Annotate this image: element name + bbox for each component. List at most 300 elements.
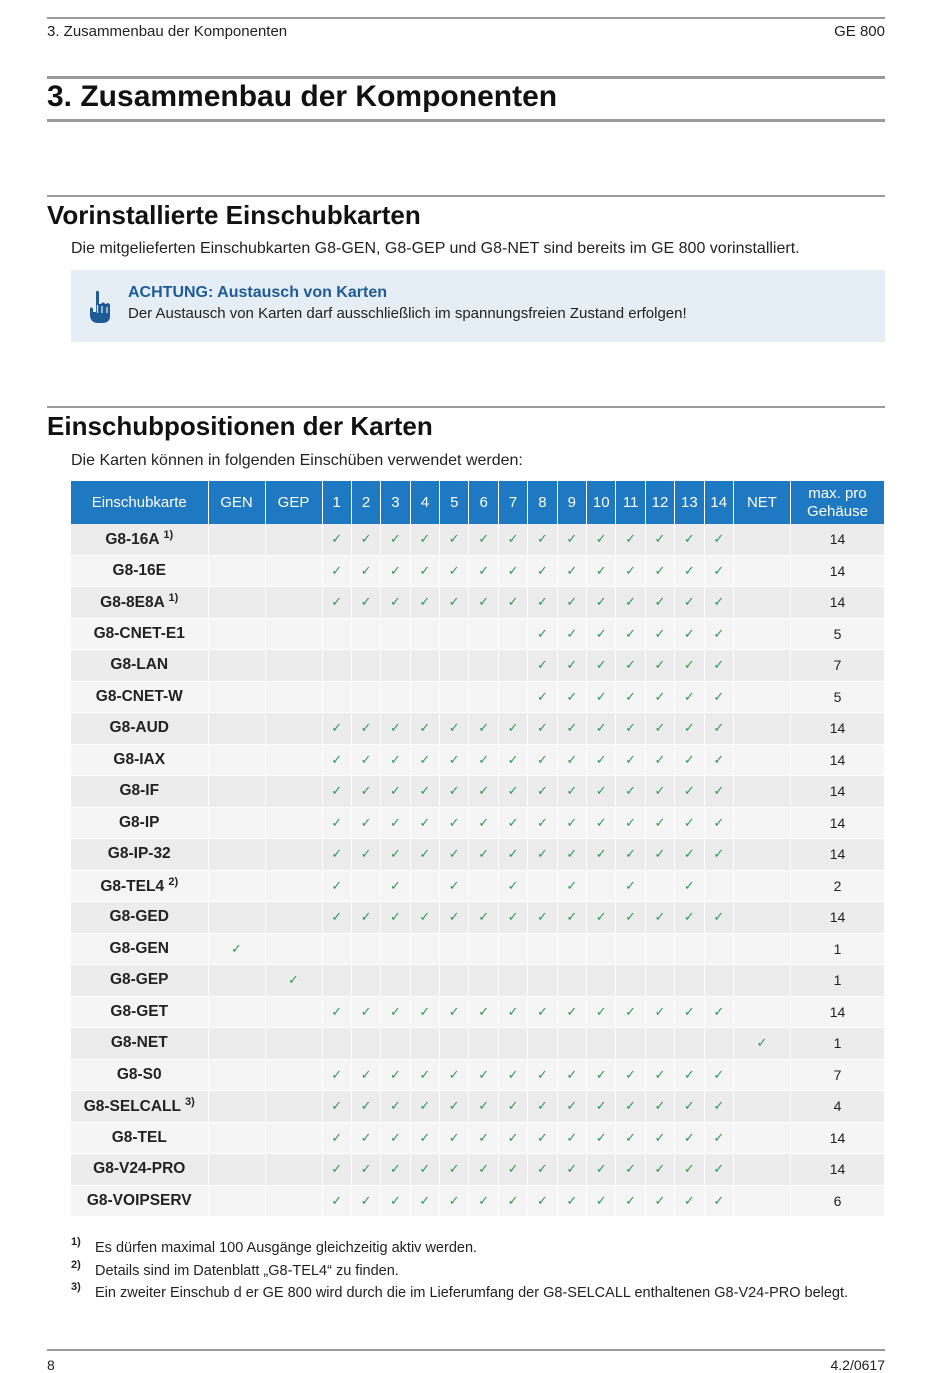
- empty-cell: [410, 1028, 439, 1060]
- check-mark-icon: ✓: [381, 870, 410, 902]
- max-per-housing: 1: [790, 933, 884, 965]
- column-header: 13: [675, 481, 704, 524]
- check-mark-icon: ✓: [675, 902, 704, 934]
- check-mark-icon: ✓: [351, 744, 380, 776]
- check-mark-icon: ✓: [616, 996, 645, 1028]
- check-mark-icon: ✓: [587, 996, 616, 1028]
- card-name: [71, 555, 208, 587]
- column-header: 3: [381, 481, 410, 524]
- column-header: 7: [498, 481, 527, 524]
- empty-cell: [351, 870, 380, 902]
- check-mark-icon: ✓: [410, 839, 439, 871]
- empty-cell: [351, 1028, 380, 1060]
- card-name: [71, 870, 208, 902]
- empty-cell: [557, 1028, 586, 1060]
- check-mark-icon: ✓: [322, 807, 351, 839]
- bottom-rule: [47, 1349, 885, 1351]
- empty-cell: [265, 681, 322, 713]
- empty-cell: [265, 1028, 322, 1060]
- check-mark-icon: ✓: [675, 776, 704, 808]
- check-mark-icon: ✓: [528, 1122, 557, 1154]
- check-mark-icon: ✓: [322, 713, 351, 745]
- check-mark-icon: ✓: [557, 1059, 586, 1091]
- footnote-mark: 1): [71, 1236, 81, 1248]
- table-row: [71, 524, 885, 555]
- card-name: [71, 650, 208, 682]
- check-mark-icon: ✓: [351, 776, 380, 808]
- empty-cell: [733, 933, 790, 965]
- card-name-text: G8-IF: [119, 782, 160, 800]
- check-mark-icon: ✓: [381, 524, 410, 555]
- card-name-text: G8-V24-PRO: [93, 1160, 186, 1178]
- empty-cell: [440, 933, 469, 965]
- column-header: 4: [410, 481, 439, 524]
- table-row: [71, 870, 885, 902]
- empty-cell: [208, 870, 265, 902]
- check-mark-icon: ✓: [587, 1154, 616, 1186]
- column-header: 5: [440, 481, 469, 524]
- max-per-housing: 14: [790, 555, 884, 587]
- check-mark-icon: ✓: [498, 996, 527, 1028]
- card-name: [71, 1122, 208, 1154]
- check-mark-icon: ✓: [616, 650, 645, 682]
- check-mark-icon: ✓: [616, 681, 645, 713]
- check-mark-icon: ✓: [675, 1185, 704, 1217]
- empty-cell: [322, 650, 351, 682]
- check-mark-icon: ✓: [616, 1185, 645, 1217]
- card-name: [71, 776, 208, 808]
- check-mark-icon: ✓: [469, 902, 498, 934]
- empty-cell: [469, 870, 498, 902]
- max-per-housing: 4: [790, 1091, 884, 1123]
- footnote-reference: 3): [185, 1096, 195, 1109]
- empty-cell: [265, 555, 322, 587]
- column-header: 2: [351, 481, 380, 524]
- check-mark-icon: ✓: [616, 870, 645, 902]
- check-mark-icon: ✓: [351, 1091, 380, 1123]
- check-mark-icon: ✓: [351, 996, 380, 1028]
- page-number: 8: [47, 1357, 55, 1373]
- table-row: [71, 965, 885, 997]
- footnote-reference: 1): [163, 529, 174, 542]
- check-mark-icon: ✓: [616, 902, 645, 934]
- empty-cell: [675, 965, 704, 997]
- empty-cell: [469, 618, 498, 650]
- check-mark-icon: ✓: [645, 776, 674, 808]
- empty-cell: [208, 902, 265, 934]
- check-mark-icon: ✓: [645, 902, 674, 934]
- check-mark-icon: ✓: [616, 807, 645, 839]
- column-header: 10: [587, 481, 616, 524]
- max-per-housing: 1: [790, 965, 884, 997]
- empty-cell: [733, 555, 790, 587]
- table-row: [71, 902, 885, 934]
- max-per-housing: 1: [790, 1028, 884, 1060]
- check-mark-icon: ✓: [557, 1091, 586, 1123]
- empty-cell: [265, 744, 322, 776]
- check-mark-icon: ✓: [704, 839, 733, 871]
- column-header: GEP: [265, 481, 322, 524]
- card-name: [71, 587, 208, 619]
- footnote-mark: 3): [71, 1281, 81, 1293]
- check-mark-icon: ✓: [675, 555, 704, 587]
- column-header: max. pro Gehäuse: [790, 481, 884, 524]
- check-mark-icon: ✓: [645, 1122, 674, 1154]
- card-name-text: G8-TEL4: [100, 877, 165, 895]
- check-mark-icon: ✓: [381, 587, 410, 619]
- card-name-text: G8-LAN: [110, 656, 169, 674]
- empty-cell: [469, 965, 498, 997]
- empty-cell: [498, 965, 527, 997]
- check-mark-icon: ✓: [704, 996, 733, 1028]
- empty-cell: [498, 618, 527, 650]
- check-mark-icon: ✓: [645, 807, 674, 839]
- max-per-housing: 7: [790, 1059, 884, 1091]
- empty-cell: [208, 524, 265, 555]
- check-mark-icon: ✓: [528, 587, 557, 619]
- check-mark-icon: ✓: [528, 1059, 557, 1091]
- empty-cell: [733, 776, 790, 808]
- empty-cell: [208, 1059, 265, 1091]
- running-header-product: GE 800: [834, 23, 885, 40]
- check-mark-icon: ✓: [557, 996, 586, 1028]
- check-mark-icon: ✓: [469, 1154, 498, 1186]
- card-name-text: G8-GEN: [109, 939, 169, 957]
- empty-cell: [675, 933, 704, 965]
- check-mark-icon: ✓: [440, 1154, 469, 1186]
- check-mark-icon: ✓: [351, 524, 380, 555]
- check-mark-icon: ✓: [381, 1154, 410, 1186]
- table-row: [71, 1059, 885, 1091]
- check-mark-icon: ✓: [351, 1122, 380, 1154]
- empty-cell: [265, 902, 322, 934]
- check-mark-icon: ✓: [440, 996, 469, 1028]
- card-name-text: G8-IAX: [113, 750, 166, 768]
- check-mark-icon: ✓: [557, 1185, 586, 1217]
- check-mark-icon: ✓: [528, 650, 557, 682]
- footnote-text: Es dürfen maximal 100 Ausgänge gleichzeitig aktiv werden.: [95, 1240, 478, 1256]
- empty-cell: [322, 933, 351, 965]
- check-mark-icon: ✓: [469, 587, 498, 619]
- check-mark-icon: ✓: [440, 1185, 469, 1217]
- check-mark-icon: ✓: [440, 587, 469, 619]
- empty-cell: [265, 870, 322, 902]
- empty-cell: [208, 1122, 265, 1154]
- max-per-housing: 14: [790, 839, 884, 871]
- check-mark-icon: ✓: [528, 618, 557, 650]
- check-mark-icon: ✓: [410, 1091, 439, 1123]
- card-name-text: G8-GED: [109, 908, 169, 926]
- check-mark-icon: ✓: [528, 1154, 557, 1186]
- check-mark-icon: ✓: [410, 1059, 439, 1091]
- check-mark-icon: ✓: [557, 1122, 586, 1154]
- empty-cell: [265, 1059, 322, 1091]
- document-version: 4.2/0617: [830, 1357, 885, 1373]
- empty-cell: [208, 965, 265, 997]
- empty-cell: [265, 524, 322, 555]
- card-name-text: G8-AUD: [109, 719, 169, 737]
- check-mark-icon: ✓: [645, 555, 674, 587]
- pointing-hand-icon: [87, 290, 113, 324]
- check-mark-icon: ✓: [587, 744, 616, 776]
- check-mark-icon: ✓: [498, 1185, 527, 1217]
- empty-cell: [208, 996, 265, 1028]
- empty-cell: [733, 996, 790, 1028]
- check-mark-icon: ✓: [410, 1185, 439, 1217]
- table-row: [71, 1028, 885, 1060]
- card-name-text: G8-GET: [110, 1002, 169, 1020]
- check-mark-icon: ✓: [381, 1122, 410, 1154]
- check-mark-icon: ✓: [208, 933, 265, 965]
- check-mark-icon: ✓: [528, 1091, 557, 1123]
- check-mark-icon: ✓: [410, 996, 439, 1028]
- empty-cell: [351, 681, 380, 713]
- card-name: [71, 933, 208, 965]
- check-mark-icon: ✓: [410, 1122, 439, 1154]
- check-mark-icon: ✓: [616, 713, 645, 745]
- check-mark-icon: ✓: [410, 744, 439, 776]
- card-name: [71, 807, 208, 839]
- check-mark-icon: ✓: [587, 839, 616, 871]
- empty-cell: [675, 1028, 704, 1060]
- check-mark-icon: ✓: [528, 902, 557, 934]
- max-per-housing: 14: [790, 776, 884, 808]
- check-mark-icon: ✓: [440, 524, 469, 555]
- empty-cell: [410, 650, 439, 682]
- check-mark-icon: ✓: [704, 1091, 733, 1123]
- empty-cell: [322, 618, 351, 650]
- empty-cell: [208, 618, 265, 650]
- check-mark-icon: ✓: [704, 618, 733, 650]
- check-mark-icon: ✓: [733, 1028, 790, 1060]
- check-mark-icon: ✓: [498, 744, 527, 776]
- table-row: [71, 555, 885, 587]
- check-mark-icon: ✓: [381, 1091, 410, 1123]
- check-mark-icon: ✓: [587, 587, 616, 619]
- check-mark-icon: ✓: [587, 807, 616, 839]
- footnote-reference: 1): [168, 592, 179, 605]
- column-header: GEN: [208, 481, 265, 524]
- check-mark-icon: ✓: [645, 524, 674, 555]
- footnote-text: Ein zweiter Einschub d er GE 800 wird durch die im Lieferumfang der G8-SELCALL enthaltenen G8-V24-PRO belegt.: [95, 1285, 849, 1301]
- check-mark-icon: ✓: [675, 524, 704, 555]
- empty-cell: [733, 839, 790, 871]
- check-mark-icon: ✓: [498, 870, 527, 902]
- check-mark-icon: ✓: [645, 744, 674, 776]
- check-mark-icon: ✓: [616, 618, 645, 650]
- card-name: [71, 618, 208, 650]
- empty-cell: [440, 618, 469, 650]
- empty-cell: [733, 650, 790, 682]
- check-mark-icon: ✓: [351, 902, 380, 934]
- check-mark-icon: ✓: [440, 1122, 469, 1154]
- check-mark-icon: ✓: [498, 1122, 527, 1154]
- card-name-text: G8-SELCALL: [83, 1098, 181, 1116]
- check-mark-icon: ✓: [440, 807, 469, 839]
- check-mark-icon: ✓: [440, 1091, 469, 1123]
- card-name: [71, 1028, 208, 1060]
- empty-cell: [265, 1185, 322, 1217]
- check-mark-icon: ✓: [498, 1154, 527, 1186]
- empty-cell: [410, 933, 439, 965]
- check-mark-icon: ✓: [410, 524, 439, 555]
- check-mark-icon: ✓: [410, 587, 439, 619]
- check-mark-icon: ✓: [645, 1154, 674, 1186]
- check-mark-icon: ✓: [616, 555, 645, 587]
- check-mark-icon: ✓: [322, 1059, 351, 1091]
- max-per-housing: 14: [790, 744, 884, 776]
- card-name: [71, 524, 208, 555]
- empty-cell: [616, 965, 645, 997]
- empty-cell: [616, 1028, 645, 1060]
- empty-cell: [733, 713, 790, 745]
- max-per-housing: 14: [790, 1122, 884, 1154]
- section2-title: Einschubpositionen der Karten: [47, 411, 433, 441]
- check-mark-icon: ✓: [645, 587, 674, 619]
- empty-cell: [265, 996, 322, 1028]
- empty-cell: [265, 807, 322, 839]
- check-mark-icon: ✓: [351, 555, 380, 587]
- check-mark-icon: ✓: [616, 776, 645, 808]
- check-mark-icon: ✓: [675, 587, 704, 619]
- check-mark-icon: ✓: [498, 587, 527, 619]
- empty-cell: [528, 933, 557, 965]
- check-mark-icon: ✓: [410, 902, 439, 934]
- empty-cell: [645, 965, 674, 997]
- check-mark-icon: ✓: [351, 713, 380, 745]
- empty-cell: [733, 1185, 790, 1217]
- check-mark-icon: ✓: [616, 524, 645, 555]
- empty-cell: [351, 965, 380, 997]
- empty-cell: [410, 618, 439, 650]
- check-mark-icon: ✓: [469, 1185, 498, 1217]
- empty-cell: [498, 933, 527, 965]
- check-mark-icon: ✓: [587, 650, 616, 682]
- check-mark-icon: ✓: [704, 1154, 733, 1186]
- card-name-text: G8-S0: [116, 1065, 162, 1083]
- check-mark-icon: ✓: [498, 713, 527, 745]
- check-mark-icon: ✓: [381, 1185, 410, 1217]
- empty-cell: [704, 1028, 733, 1060]
- card-name: [71, 1059, 208, 1091]
- column-header: 12: [645, 481, 674, 524]
- check-mark-icon: ✓: [675, 1154, 704, 1186]
- check-mark-icon: ✓: [557, 776, 586, 808]
- empty-cell: [645, 1028, 674, 1060]
- table-row: [71, 996, 885, 1028]
- table-body: [71, 524, 885, 1217]
- check-mark-icon: ✓: [498, 1059, 527, 1091]
- check-mark-icon: ✓: [469, 524, 498, 555]
- empty-cell: [498, 681, 527, 713]
- check-mark-icon: ✓: [322, 996, 351, 1028]
- empty-cell: [733, 965, 790, 997]
- check-mark-icon: ✓: [410, 555, 439, 587]
- check-mark-icon: ✓: [322, 744, 351, 776]
- check-mark-icon: ✓: [704, 902, 733, 934]
- empty-cell: [322, 1028, 351, 1060]
- check-mark-icon: ✓: [381, 713, 410, 745]
- max-per-housing: 7: [790, 650, 884, 682]
- empty-cell: [208, 713, 265, 745]
- empty-cell: [733, 587, 790, 619]
- column-header: NET: [733, 481, 790, 524]
- check-mark-icon: ✓: [498, 1091, 527, 1123]
- check-mark-icon: ✓: [440, 839, 469, 871]
- check-mark-icon: ✓: [469, 776, 498, 808]
- check-mark-icon: ✓: [265, 965, 322, 997]
- table-row: [71, 650, 885, 682]
- empty-cell: [469, 681, 498, 713]
- check-mark-icon: ✓: [587, 1185, 616, 1217]
- check-mark-icon: ✓: [675, 1059, 704, 1091]
- footnote-text: Details sind im Datenblatt „G8-TEL4“ zu finden.: [95, 1263, 399, 1279]
- empty-cell: [440, 681, 469, 713]
- column-header: 6: [469, 481, 498, 524]
- empty-cell: [322, 965, 351, 997]
- column-header: 11: [616, 481, 645, 524]
- check-mark-icon: ✓: [557, 1154, 586, 1186]
- section1-title: Vorinstallierte Einschubkarten: [47, 200, 421, 230]
- check-mark-icon: ✓: [322, 524, 351, 555]
- empty-cell: [733, 744, 790, 776]
- check-mark-icon: ✓: [616, 587, 645, 619]
- empty-cell: [587, 965, 616, 997]
- empty-cell: [265, 1122, 322, 1154]
- check-mark-icon: ✓: [469, 1091, 498, 1123]
- empty-cell: [208, 1091, 265, 1123]
- section1-text: Die mitgelieferten Einschubkarten G8-GEN, G8-GEP und G8-NET sind bereits im GE 800 vorinstalliert.: [71, 240, 800, 257]
- card-name-text: G8-8E8A: [100, 594, 165, 612]
- empty-cell: [733, 1154, 790, 1186]
- empty-cell: [208, 681, 265, 713]
- empty-cell: [351, 618, 380, 650]
- check-mark-icon: ✓: [410, 807, 439, 839]
- max-per-housing: 6: [790, 1185, 884, 1217]
- check-mark-icon: ✓: [675, 744, 704, 776]
- check-mark-icon: ✓: [557, 744, 586, 776]
- check-mark-icon: ✓: [704, 807, 733, 839]
- table-row: [71, 933, 885, 965]
- check-mark-icon: ✓: [616, 1091, 645, 1123]
- check-mark-icon: ✓: [675, 713, 704, 745]
- check-mark-icon: ✓: [322, 1122, 351, 1154]
- empty-cell: [265, 618, 322, 650]
- running-header-section: 3. Zusammenbau der Komponenten: [47, 23, 288, 40]
- check-mark-icon: ✓: [557, 618, 586, 650]
- section2-text: Die Karten können in folgenden Einschüben verwendet werden:: [71, 452, 523, 469]
- empty-cell: [265, 650, 322, 682]
- check-mark-icon: ✓: [704, 681, 733, 713]
- table-row: [71, 776, 885, 808]
- card-name: [71, 839, 208, 871]
- empty-cell: [322, 681, 351, 713]
- check-mark-icon: ✓: [381, 744, 410, 776]
- check-mark-icon: ✓: [351, 807, 380, 839]
- check-mark-icon: ✓: [616, 1059, 645, 1091]
- empty-cell: [704, 933, 733, 965]
- empty-cell: [469, 650, 498, 682]
- warning-notice: [71, 270, 885, 342]
- table-row: [71, 618, 885, 650]
- check-mark-icon: ✓: [587, 1059, 616, 1091]
- column-header: 9: [557, 481, 586, 524]
- empty-cell: [381, 618, 410, 650]
- check-mark-icon: ✓: [528, 807, 557, 839]
- check-mark-icon: ✓: [675, 807, 704, 839]
- check-mark-icon: ✓: [557, 650, 586, 682]
- table-row: [71, 1154, 885, 1186]
